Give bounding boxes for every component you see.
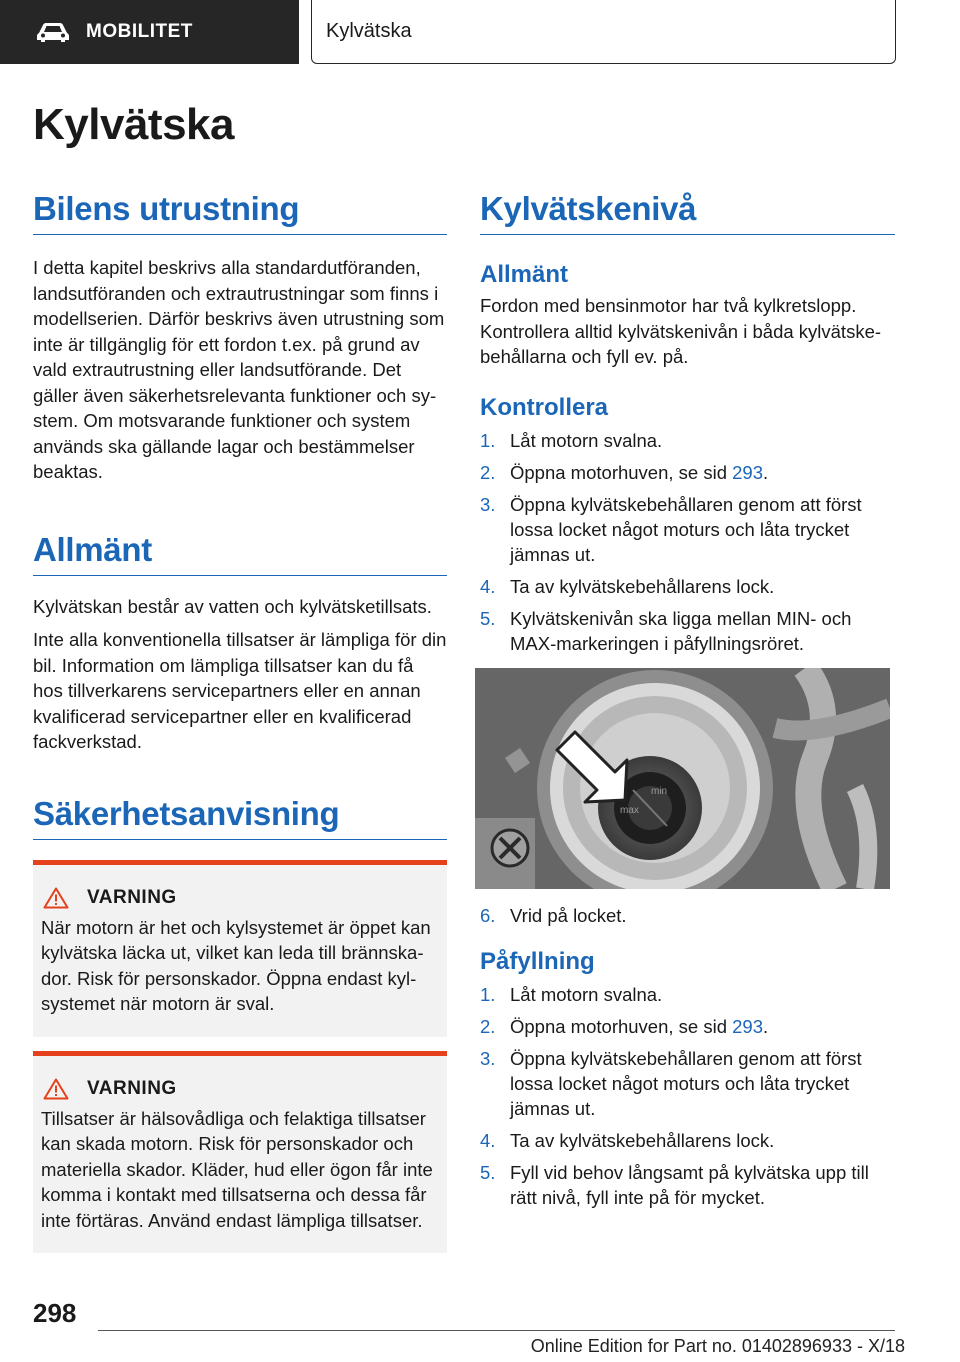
step-number: 2. bbox=[480, 461, 496, 483]
warning-box-2 bbox=[33, 1051, 447, 1254]
warning-header bbox=[43, 887, 439, 909]
fill-steps bbox=[480, 982, 895, 1210]
step-number: 2. bbox=[480, 1015, 496, 1037]
section-tab bbox=[0, 0, 299, 64]
general-text-1: Kylvätskan består av vatten och kylvätsketillsats. bbox=[33, 595, 432, 617]
topic-label: Kylvätska bbox=[326, 20, 412, 42]
heading-level-general: Allmänt bbox=[480, 261, 569, 288]
warning-header bbox=[43, 1078, 439, 1100]
list-item bbox=[480, 982, 895, 1007]
step-number: 3. bbox=[480, 493, 496, 515]
cap-label-max: max bbox=[620, 804, 639, 816]
step-text: Öppna motorhuven, se sid bbox=[510, 461, 733, 483]
heading-check: Kontrollera bbox=[480, 393, 609, 421]
step-text-end: . bbox=[763, 461, 769, 483]
coolant-reservoir-photo bbox=[475, 668, 890, 889]
warning-box-1 bbox=[33, 860, 447, 1037]
step-number: 4. bbox=[480, 1129, 496, 1151]
warning-triangle-icon bbox=[43, 1078, 69, 1100]
heading-coolant-level: Kylvätskenivå bbox=[480, 190, 895, 235]
list-item bbox=[480, 1128, 895, 1153]
list-item bbox=[480, 903, 895, 928]
page-title: Kylvätska bbox=[33, 100, 234, 149]
step-number: 4. bbox=[480, 575, 496, 597]
topic-tab bbox=[311, 0, 896, 64]
step-text: Öppna kylvätskebehållaren genom att först lossa locket något moturs och låta trycket jämnas ut. bbox=[510, 493, 862, 565]
heading-general: Allmänt bbox=[33, 531, 447, 576]
list-item bbox=[480, 1014, 895, 1039]
step-text: Fyll vid behov långsamt på kylvätska upp till rätt nivå, fyll inte på för mycket. bbox=[510, 1161, 869, 1208]
step-text: Öppna motorhuven, se sid bbox=[510, 1015, 733, 1037]
step-text: Öppna kylvätskebehållaren genom att först lossa locket något moturs och låta trycket jämnas ut. bbox=[510, 1047, 862, 1119]
car-icon bbox=[36, 21, 70, 43]
step-text: Ta av kylvätskebehållarens lock. bbox=[510, 575, 775, 597]
list-item bbox=[480, 1160, 895, 1210]
step-number: 5. bbox=[480, 1161, 496, 1183]
page-link[interactable]: 293 bbox=[732, 461, 764, 483]
page-link[interactable]: 293 bbox=[732, 1015, 764, 1037]
warning-text: När motorn är het och kylsystemet är öppet kan kylvätska läcka ut, vilket kan leda till brännskador. Risk för personskador. Öppna endast kylsystemet när motorn är sval. bbox=[41, 916, 431, 1014]
warning-text: Tillsatser är hälsovådliga och felaktiga tillsatser kan skada motorn. Risk för personskador och materiella skador. Kläder, hud eller ögon får inte komma i kontakt med tillsatserna och dessa får inte förtäras. Använd endast lämpliga tillsatser. bbox=[41, 1107, 433, 1231]
step-text: Låt motorn svalna. bbox=[510, 429, 663, 451]
step-number: 5. bbox=[480, 607, 496, 629]
general-text-2: Inte alla konventionella tillsatser är lämpliga för din bil. Information om lämpliga tillsatser kan du få hos tillverkarens servicepartners eller en annan kvalificerad servicepartner eller en kvalificerad fackverkstad. bbox=[33, 629, 447, 752]
step-number: 6. bbox=[480, 904, 496, 926]
step-text-end: . bbox=[763, 1015, 769, 1037]
step-number: 1. bbox=[480, 983, 496, 1005]
heading-safety: Säkerhetsanvisning bbox=[33, 795, 447, 840]
step-text: Låt motorn svalna. bbox=[510, 983, 663, 1005]
heading-fill: Påfyllning bbox=[480, 947, 595, 975]
list-item bbox=[480, 428, 895, 453]
step-text: Vrid på locket. bbox=[510, 904, 627, 926]
level-general-text: Fordon med bensinmotor har två kylkretslopp. Kontrollera alltid kylvätskenivån i båda kylvätskebehållarna och fyll ev. på. bbox=[480, 295, 882, 367]
footer-edition: Online Edition for Part no. 01402896933 - X/18 bbox=[530, 1336, 905, 1356]
list-item bbox=[480, 1046, 895, 1121]
list-item bbox=[480, 574, 895, 599]
check-steps bbox=[480, 428, 895, 656]
step-number: 1. bbox=[480, 429, 496, 451]
right-column bbox=[480, 190, 895, 1217]
page-number: 298 bbox=[33, 1298, 77, 1328]
left-column bbox=[33, 190, 447, 1253]
list-item bbox=[480, 492, 895, 567]
step-number: 3. bbox=[480, 1047, 496, 1069]
check-steps-cont bbox=[480, 903, 895, 928]
warning-triangle-icon bbox=[43, 887, 69, 909]
step-text: Ta av kylvätskebehållarens lock. bbox=[510, 1129, 775, 1151]
section-label: MOBILITET bbox=[86, 21, 193, 42]
list-item bbox=[480, 460, 895, 485]
list-item bbox=[480, 606, 895, 656]
step-text: Kylvätskenivån ska ligga mellan MIN- och MAX-markeringen i påfyllningsröret. bbox=[510, 607, 852, 654]
footer-divider bbox=[98, 1330, 895, 1331]
warning-title: VARNING bbox=[87, 886, 177, 908]
cap-label-min: min bbox=[651, 785, 668, 797]
heading-equipment: Bilens utrustning bbox=[33, 190, 447, 235]
warning-title: VARNING bbox=[87, 1077, 177, 1099]
equipment-text: I detta kapitel beskrivs alla standardutföranden, landsutföranden och extrautrustningar som finns i modellserien. Därför beskrivs även utrustning som inte är tillgänglig för ett fordon t.ex. på grund av vald extrautrustning eller landsutförande. Det gäller även säkerhetsrelevanta funktioner och system. Om motsvarande funktioner och system används ska gällande lagar och bestämmelser beaktas. bbox=[33, 257, 445, 482]
